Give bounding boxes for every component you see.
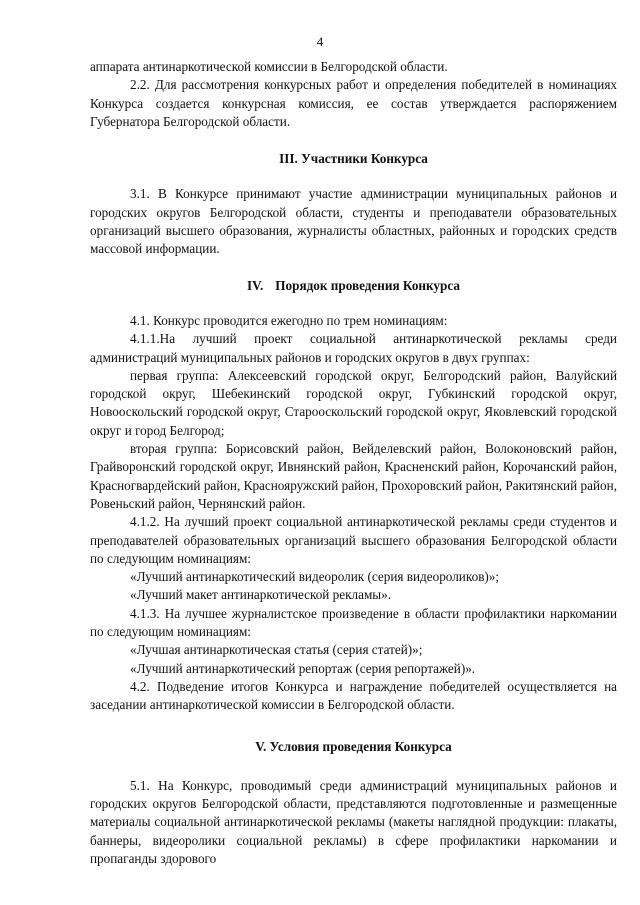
nomination-item: «Лучший антинаркотический репортаж (серия репортажей)».	[130, 660, 476, 676]
document-body	[90, 58, 617, 868]
section-heading-iii: III. Участники Конкурса	[279, 151, 428, 167]
page-number: 4	[316, 34, 324, 49]
paragraph-3-1: 3.1. В Конкурсе принимают участие администрации муниципальных районов и городских округов Белгородской области, студенты и преподаватели образовательных организаций высшего образования, журналисты областных, районных и городских средств массовой информации.	[90, 186, 617, 257]
nomination-item: «Лучший антинаркотический видеоролик (серия видеороликов)»;	[130, 569, 500, 585]
section-heading-iv-title: Порядок проведения Конкурса	[275, 277, 460, 293]
paragraph-continuation: аппарата антинаркотической комиссии в Белгородской области.	[90, 59, 448, 74]
paragraph-4-2: 4.2. Подведение итогов Конкурса и награждение победителей осуществляется на заседании антинаркотической комиссии в Белгородской области.	[90, 678, 617, 713]
paragraph-4-1-2: 4.1.2. На лучший проект социальной антинаркотической рекламы среди студентов и преподавателей образовательных организаций высшего образования Белгородской области по следующим номинациям:	[90, 514, 617, 566]
section-heading-iv-number: IV.	[247, 277, 264, 293]
paragraph-2-2: 2.2. Для рассмотрения конкурсных работ и определения победителей в номинациях Конкурса создается конкурсная комиссия, ее состав утверждается распоряжением Губернатора Белгородской области.	[90, 77, 617, 129]
section-heading-v: V. Условия проведения Конкурса	[255, 738, 452, 754]
paragraph-4-1-3: 4.1.3. На лучшее журналистское произведение в области профилактики наркомании по следующим номинациям:	[90, 605, 617, 640]
section-heading-iv	[90, 277, 617, 295]
paragraph-4-1: 4.1. Конкурс проводится ежегодно по трем номинациям:	[130, 312, 448, 328]
nomination-item: «Лучшая антинаркотическая статья (серия статей)»;	[130, 642, 423, 658]
paragraph-group-2: вторая группа: Борисовский район, Вейделевский район, Волоконовский район, Грайворонский городской округ, Ивнянский район, Красненский район, Корочанский район, Красногвардейский район, Краснояружский район, Прохоровский район, Ракитянский район, Ровеньский район, Чернянский район.	[90, 441, 617, 511]
paragraph-4-1-1: 4.1.1.На лучший проект социальной антинаркотической рекламы среди администраций муниципальных районов и городских округов в двух группах:	[90, 331, 617, 365]
paragraph-group-1: первая группа: Алексеевский городской округ, Белгородский район, Валуйский городской округ, Шебекинский городской округ, Губкинский городской округ, Новооскольский городской округ, Старооскольский городской округ, Яковлевский городской округ и город Белгород;	[90, 367, 617, 438]
paragraph-5-1: 5.1. На Конкурс, проводимый среди администраций муниципальных районов и городских округов Белгородской области, представляются подготовленные и размещенные материалы социальной антинаркотической рекламы (макеты наглядной продукции: плакаты, баннеры, видеоролики социальной рекламы) в сфере профилактики наркомании и пропаганды здорового	[90, 777, 617, 866]
nomination-item: «Лучший макет антинаркотической рекламы».	[130, 587, 392, 603]
